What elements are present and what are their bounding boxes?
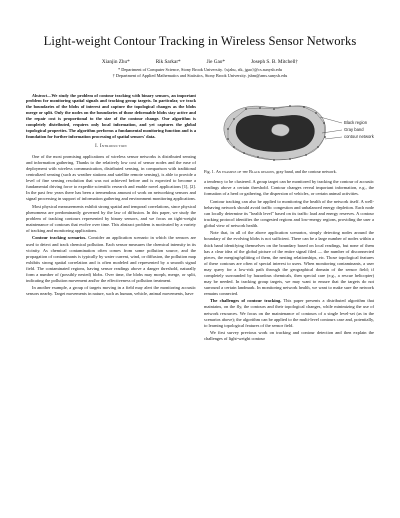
- abstract: [26, 93, 196, 140]
- paragraph-text: This paper presents a distributed algorithm that maintains, on the fly, the contours and their topological changes, while minimizing the use of network resources. We focus on the maintenance of contours of a single level-set (as in the scenarios above); the algorithm can be applied to the multi-level contours case and, potentially, to learning topological features of the sensor field.: [204, 298, 374, 328]
- figure-caption: [204, 169, 374, 174]
- figure-1: [204, 93, 374, 167]
- legend-label: contour network: [344, 133, 374, 139]
- paragraph: [204, 298, 374, 328]
- paragraph: One of the most promising applications of wireless sensor networks is distributed sensing and information gathering. Thanks to the relatively low cost of sensor nodes and the ease of deployment with wireless communication, distributed sensing, in comparison with traditional centralized sensing (such as weather stations and satellite remote sensing), is able to provide a level of fine sensing resolution that was not achieved before and is expected to become a fundamental driving force to expedite scientific research and enable novel applications [1], [2]. In the past few years there has been a tremendous amount of work on networking sensors and signal processing in support of information gathering and environment monitoring applications.: [26, 153, 196, 202]
- runin-heading: The challenges of contour tracking.: [210, 298, 282, 304]
- paragraph: In another example, a group of targets moving in a field may alert the monitoring acoustic sensors nearby. Target movements in nature, such as human, vehicle, animal movements, have: [26, 285, 196, 297]
- paragraph: Contour tracking can also be applied to monitoring the health of the network itself. A well-behaving network should avoid traffic congestion and unbalanced energy depletion. Each node can locally determine its "health level" based on its traffic load and energy reserves. A contour tracking protocol identifies the congested regions and low-energy regions, providing the user a global view of network health.: [204, 198, 374, 228]
- paragraph: [26, 235, 196, 283]
- paragraph: Note that, in all of the above application scenarios, simply detecting nodes around the boundary of the evolving blobs is not sufficient. There can be a large number of nodes within a thick band identifying themselves on the boundary based on local readings, but none of them has a clear idea of the global picture of the entire signal filed — the number of disconnected pieces, the merging/splitting of them, the nesting relationships, etc. Those topological features of these contours are often of special interest to users. When monitoring contaminants, a user may query for a low-risk path through the geographical domain of the sensor field; if completely surrounded by hazardous chemicals, then special care (e.g., a rescue helicopter) may be needed. In tracking group targets, we may want to ensure that the targets do not surround a certain landmark. In monitoring network health, we want to make sure the network remains connected.: [204, 230, 374, 296]
- author-list: [26, 59, 374, 65]
- two-column-body: [26, 93, 374, 344]
- paragraph: Most physical measurements exhibit strong spatial and temporal correlations, since physical phenomena are predominantly governed by the law of diffusion. In this paper, we study the problem of tracking contours represented by binary sensors, and we focus on tight-weight maintenance of contours that evolve over time. This abstract problem is motivated by a variety of tracking and monitoring applications.: [26, 203, 196, 233]
- caption-text: An example of the Black regions,: [215, 168, 276, 174]
- affiliation: † Department of Applied Mathematics and Statistics, Stony Brook University. jsbm@ams.sunysb.edu: [112, 72, 288, 78]
- author-name: Jie Gao*: [206, 59, 225, 65]
- legend-label: Black region: [344, 119, 368, 125]
- author-name: Joseph S. B. Mitchell†: [250, 59, 299, 65]
- paragraph: a tendency to be clustered. A group target can be monitored by tracking the contour of acoustic readings above a certain threshold. Contour changes reveal important information, e.g., the formation of a herd or gathering, the dispersion of vehicles, or certain animal activities.: [204, 179, 374, 197]
- abstract-label: Abstract: [32, 92, 47, 98]
- caption-text: gray band, and the contour network.: [275, 168, 337, 174]
- legend-label: Gray band: [344, 126, 364, 132]
- contour-figure-graphic: [204, 93, 374, 167]
- section-heading: I. Introduction: [95, 144, 127, 150]
- paragraph: We first survey previous work on tracking and contour detection and then explain the challenges of light-weight contour: [204, 330, 374, 342]
- paper-title: Light-weight Contour Tracking in Wireless Sensor Networks: [43, 34, 357, 48]
- affiliation: * Department of Computer Science, Stony Brook University. {xjzhu, rik, jgao}@cs.sunysb.edu: [118, 67, 282, 72]
- left-column: [26, 93, 196, 344]
- caption-prefix: Fig. 1.: [204, 168, 215, 174]
- author-name: Rik Sarkar*: [155, 59, 181, 65]
- abstract-text: —We study the problem of contour tracking with binary sensors, an important problem for monitoring spatial signals and tracking group targets. In particular, we track the boundaries of the blobs of interest and capture the topological changes as the blobs merge or split. Only the nodes on the boundaries of those deformable blobs stay active and the repair cost is proportional to the size of the contour change. Our algorithm is completely distributed, requires only local information, and yet captures the global topological properties. The algorithm performs a fundamental monitoring function and is a foundation for further information processing of spatial sensors' data.: [26, 92, 196, 139]
- paragraph-text: Consider an application scenario in which the sensors are used to detect and track chemical pollution. Each sensor measures the chemical intensity in its vicinity. As chemical contamination often comes from some pollution source, and the propagation of contaminants is typically by water current, wind, or diffusion, the pollution map exhibits strong spatial correlation and is often modeled and represented by a smooth signal field. The contaminated regions, having sensor readings above a danger threshold, naturally form a number of (possibly nested) blobs. Over time, the blobs may morph, merge, or split, indicating the pollution movement and/or the effectiveness of pollution treatment.: [26, 235, 196, 283]
- runin-heading: Contour tracking scenarios.: [32, 235, 87, 241]
- author-name: Xianjin Zhu*: [101, 59, 130, 65]
- right-column: [204, 93, 374, 344]
